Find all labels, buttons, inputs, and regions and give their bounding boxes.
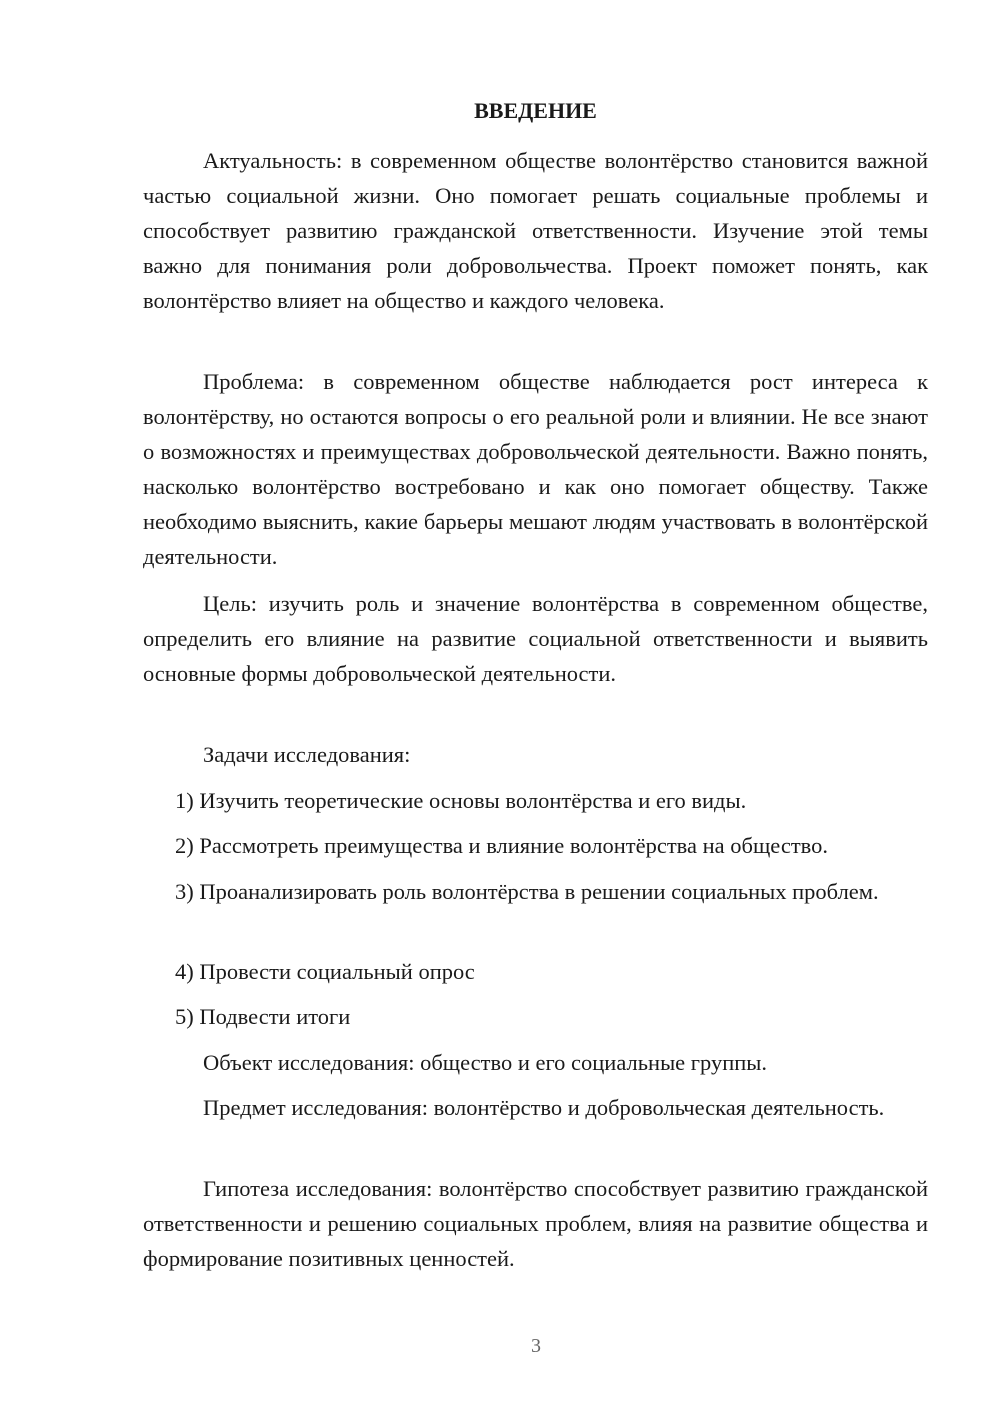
task-item-5: 5) Подвести итоги (175, 1004, 351, 1029)
relevance-paragraph: Актуальность: в современном обществе волонтёрство становится важной частью социальной жизни. Оно помогает решать социальные проблемы и способствует развитию гражданской ответственности. Изучение этой темы важно для понимания роли добровольчества. Проект поможет понять, как волонтёрство влияет на общество и каждого человека. (143, 148, 928, 313)
subject-paragraph: Предмет исследования: волонтёрство и добровольческая деятельность. (203, 1095, 885, 1120)
object-paragraph: Объект исследования: общество и его социальные группы. (203, 1050, 768, 1075)
goal-paragraph: Цель: изучить роль и значение волонтёрства в современном обществе, определить его влияние на развитие социальной ответственности и выявить основные формы добровольческой деятельности. (143, 591, 928, 686)
page-number: 3 (531, 1335, 541, 1357)
section-title: ВВЕДЕНИЕ (474, 98, 597, 123)
hypothesis-paragraph: Гипотеза исследования: волонтёрство способствует развитию гражданской ответственности и решению социальных проблем, влияя на развитие общества и формирование позитивных ценностей. (143, 1176, 928, 1271)
task-item-4: 4) Провести социальный опрос (175, 959, 475, 984)
tasks-heading: Задачи исследования: (203, 742, 411, 767)
task-item-2: 2) Рассмотреть преимущества и влияние волонтёрства на общество. (175, 833, 828, 858)
task-item-1: 1) Изучить теоретические основы волонтёрства и его виды. (175, 788, 747, 813)
task-item-3: 3) Проанализировать роль волонтёрства в решении социальных проблем. (175, 879, 879, 904)
problem-paragraph: Проблема: в современном обществе наблюдается рост интереса к волонтёрству, но остаются вопросы о его реальной роли и влиянии. Не все знают о возможностях и преимуществах добровольческой деятельности. Важно понять, насколько волонтёрство востребовано и как оно помогает обществу. Также необходимо выяснить, какие барьеры мешают людям участвовать в волонтёрской деятельности. (143, 369, 928, 569)
